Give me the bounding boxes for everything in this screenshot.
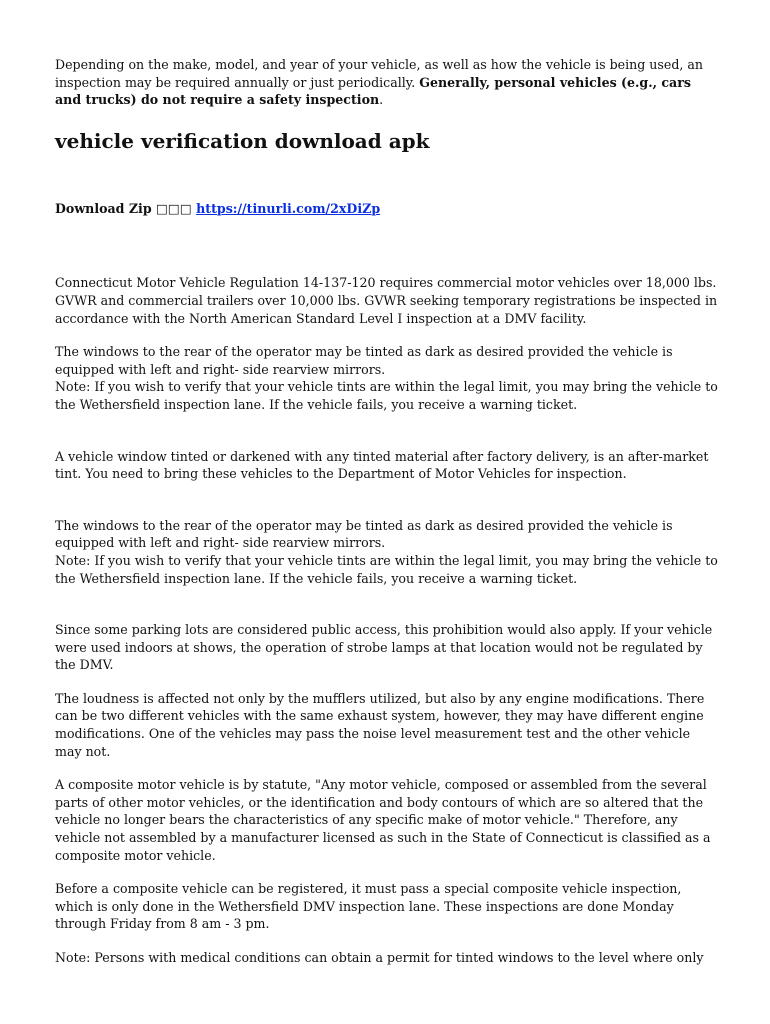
document-page xyxy=(55,56,720,967)
paragraph-loudness: The loudness is affected not only by the mufflers utilized, but also by any engine modifications. There can be two different vehicles with the same exhaust system, however, they may have different engine modifications. One of the vehicles may pass the noise level measurement test and the other vehicle may not. xyxy=(55,690,705,759)
download-link[interactable]: https://tinurli.com/2xDiZp xyxy=(196,200,381,216)
intro-end: . xyxy=(379,92,384,108)
paragraph-parking-lots: Since some parking lots are considered public access, this prohibition would also apply. If your vehicle were used indoors at shows, the operation of strobe lamps at that location would not be regulated by the DMV. xyxy=(55,622,713,673)
intro-text: Depending on the make, model, and year of your vehicle, as well as how the vehicle is being used, an inspection may be required annually or just periodically. xyxy=(55,57,704,90)
paragraph-composite-inspection: Before a composite vehicle can be registered, it must pass a special composite vehicle inspection, which is only done in the Wethersfield DMV inspection lane. These inspections are done Monday through Friday from 8 am - 3 pm. xyxy=(55,881,682,932)
missing-glyph-icon: □□□ xyxy=(156,200,192,216)
paragraph-tint-note-repeat: Note: If you wish to verify that your vehicle tints are within the legal limit, you may bring the vehicle to the Wethersfield inspection lane. If the vehicle fails, you receive a warning ticket. xyxy=(55,552,718,586)
paragraph-composite-definition: A composite motor vehicle is by statute, "Any motor vehicle, composed or assembled from the several parts of other motor vehicles, or the identification and body contours of which are so altered that the vehicle no longer bears the characteristics of any specific make of motor vehicle." Therefore, any vehicle not assembled by a manufacturer licensed as such in the State of Connecticut is classified as a composite motor vehicle. xyxy=(55,777,711,863)
paragraph-rear-windows-repeat: The windows to the rear of the operator may be tinted as dark as desired provided the vehicle is equipped with left and right- side rearview mirrors. xyxy=(55,517,673,551)
download-label: Download Zip xyxy=(55,200,152,216)
download-line xyxy=(55,200,720,218)
intro-bold-text: Generally, personal vehicles (e.g., cars and trucks) do not require a safety inspection xyxy=(55,74,691,108)
intro-paragraph xyxy=(55,56,720,109)
paragraph-regulation: Connecticut Motor Vehicle Regulation 14-137-120 requires commercial motor vehicles over 18,000 lbs. GVWR and commercial trailers over 10,000 lbs. GVWR seeking temporary registrations be inspected in accordance with the North American Standard Level I inspection at a DMV facility. xyxy=(55,275,718,326)
paragraph-rear-windows: The windows to the rear of the operator may be tinted as dark as desired provided the vehicle is equipped with left and right- side rearview mirrors. xyxy=(55,344,673,377)
page-title: vehicle verification download apk xyxy=(55,128,430,153)
paragraph-tint-note: Note: If you wish to verify that your vehicle tints are within the legal limit, you may bring the vehicle to the Wethersfield inspection lane. If the vehicle fails, you receive a warning ticket. xyxy=(55,379,718,412)
paragraph-medical-note: Note: Persons with medical conditions can obtain a permit for tinted windows to the level where only xyxy=(55,950,704,965)
paragraph-aftermarket-tint: A vehicle window tinted or darkened with any tinted material after factory delivery, is an after-market tint. You need to bring these vehicles to the Department of Motor Vehicles for inspection. xyxy=(55,448,709,482)
